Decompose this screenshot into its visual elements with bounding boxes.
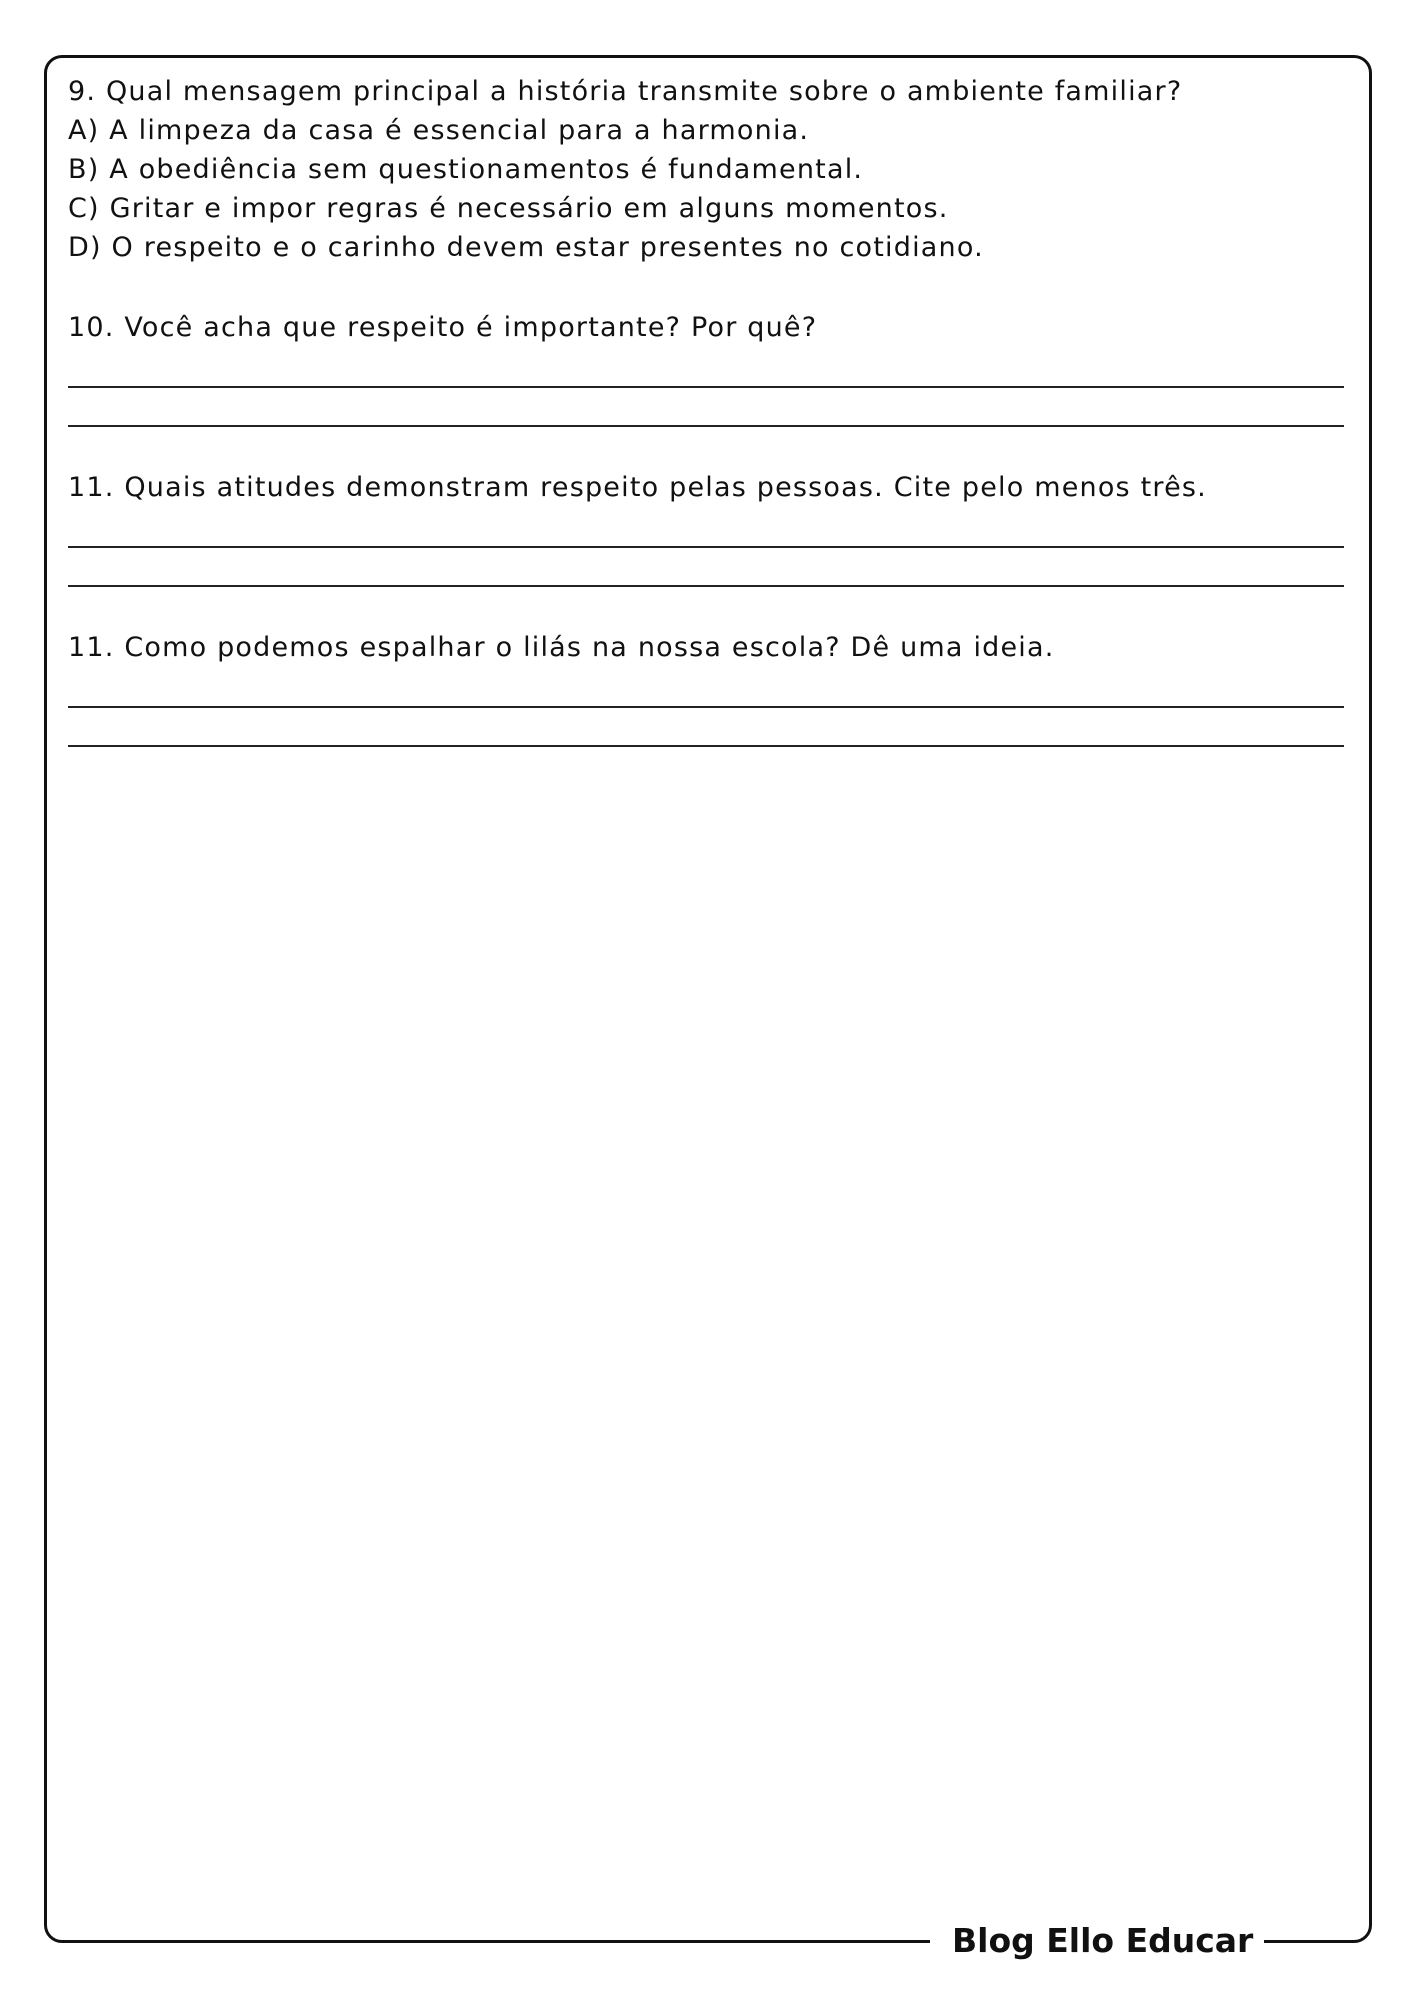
question-9-option-b: B) A obediência sem questionamentos é fundamental.: [68, 154, 864, 185]
question-11-lilac: [68, 628, 1344, 747]
answer-lines: [68, 349, 1344, 427]
answer-lines: [68, 509, 1344, 587]
question-10-text: 10. Você acha que respeito é importante? Por quê?: [68, 312, 818, 343]
question-11-attitudes-text: 11. Quais atitudes demonstram respeito pelas pessoas. Cite pelo menos três.: [68, 472, 1207, 503]
question-9-text: 9. Qual mensagem principal a história transmite sobre o ambiente familiar?: [68, 76, 1183, 107]
answer-line[interactable]: [68, 669, 1344, 708]
worksheet-content: [68, 72, 1344, 747]
answer-lines: [68, 669, 1344, 747]
question-9: [68, 72, 1344, 267]
answer-line[interactable]: [68, 349, 1344, 388]
answer-line[interactable]: [68, 548, 1344, 587]
question-9-option-d: D) O respeito e o carinho devem estar presentes no cotidiano.: [68, 232, 984, 263]
question-10: [68, 308, 1344, 427]
answer-line[interactable]: [68, 708, 1344, 747]
question-11-attitudes: [68, 468, 1344, 587]
answer-line[interactable]: [68, 388, 1344, 427]
answer-line[interactable]: [68, 509, 1344, 548]
footer-brand: Blog Ello Educar: [952, 1921, 1254, 1960]
question-9-option-c: C) Gritar e impor regras é necessário em alguns momentos.: [68, 193, 949, 224]
question-11-lilac-text: 11. Como podemos espalhar o lilás na nossa escola? Dê uma ideia.: [68, 632, 1055, 663]
question-9-option-a: A) A limpeza da casa é essencial para a harmonia.: [68, 115, 810, 146]
